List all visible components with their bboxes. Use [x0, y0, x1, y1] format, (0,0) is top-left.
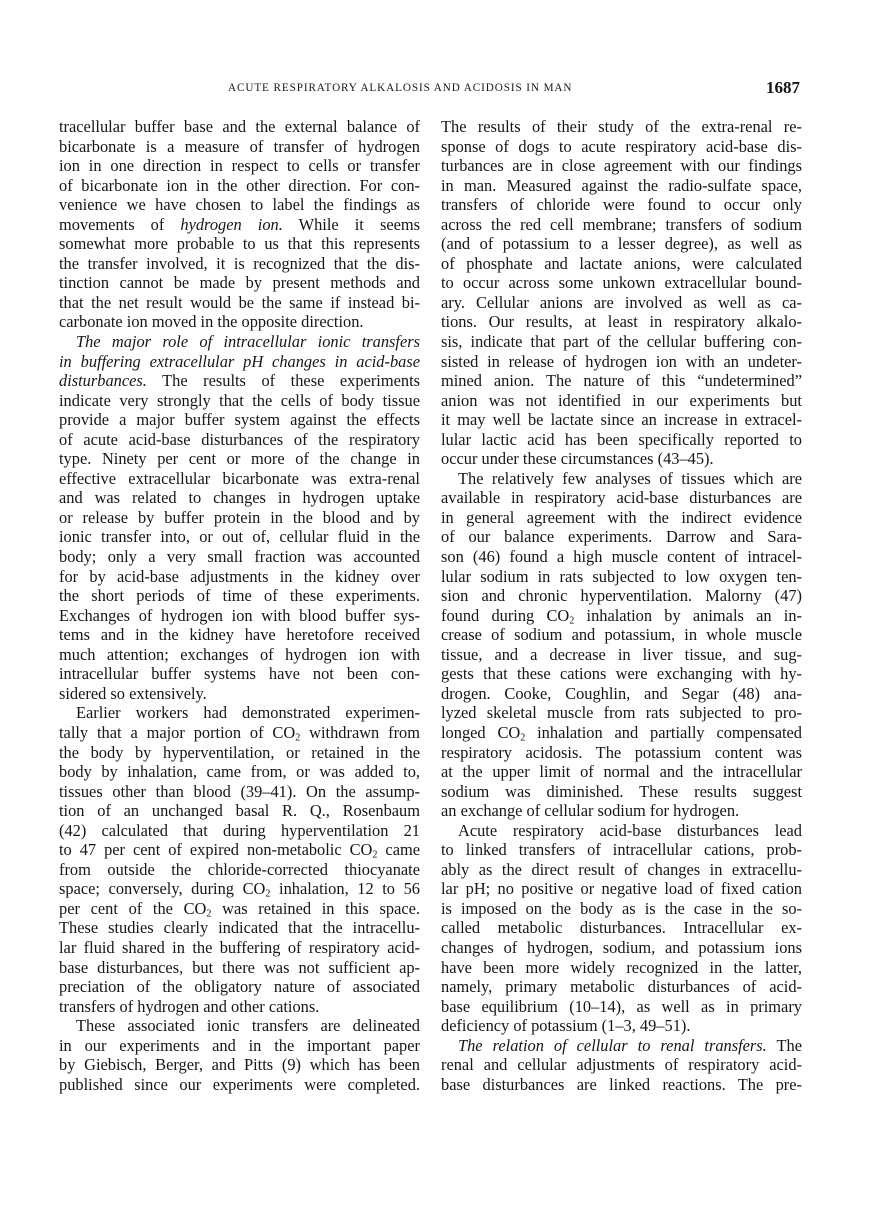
text-line: effective extracellular bicarbonate was extra-renal: [59, 468, 420, 488]
text-line: sponse of dogs to acute respiratory acid-base dis-: [441, 136, 802, 156]
text-line: lular lactic acid has been specifically reported to: [441, 429, 802, 449]
text-line: body; only a very small fraction was accounted: [59, 547, 420, 567]
text-line: sion and chronic hyperventilation. Malorny (47): [441, 586, 802, 606]
text-line: tions. Our results, at least in respiratory alkalo-: [441, 312, 802, 332]
text-line: (42) calculated that during hyperventilation 21: [59, 820, 420, 840]
text-line: bicarbonate is a measure of transfer of hydrogen: [59, 136, 420, 156]
text-line: in man. Measured against the radio-sulfate space,: [441, 175, 802, 195]
text-line: ion in one direction in respect to cells or transfer: [59, 156, 420, 176]
text-line: (and of potassium to a lesser degree), as well as: [441, 234, 802, 254]
text-line: venience we have chosen to label the findings as: [59, 195, 420, 215]
text-line: published since our experiments were completed.: [59, 1074, 420, 1094]
text-line: gests that these cations were exchanging with hy-: [441, 664, 802, 684]
text-line: [59, 352, 420, 372]
text-line: carbonate ion moved in the opposite direction.: [59, 312, 364, 332]
text-line: for by acid-base adjustments in the kidney over: [59, 566, 420, 586]
subscript: 2: [569, 615, 575, 627]
text-line: namely, primary metabolic disturbances of acid-: [441, 977, 802, 997]
text-line: tissues other than blood (39–41). On the assump-: [59, 781, 420, 801]
text-line: renal and cellular adjustments of respiratory acid-: [441, 1055, 802, 1075]
text-line: ably as the direct result of changes in extracellu-: [441, 859, 802, 879]
text-line: occur under these circumstances (43–45).: [441, 449, 714, 469]
text-line: The relation of cellular to renal transfers. The: [458, 1035, 802, 1055]
text-line: available in respiratory acid-base disturbances are: [441, 488, 802, 508]
text-line: of bicarbonate ion in the other direction. For con-: [59, 175, 420, 195]
text-line: tally that a major portion of $CO_2$ withdrawn from: [59, 722, 420, 744]
text-line: to linked transfers of intracellular cations, prob-: [441, 840, 802, 860]
text-line: base disturbances are linked reactions. The pre-: [441, 1074, 802, 1094]
text-line: space; conversely, during $CO_2$ inhalation, 12 to 56: [59, 879, 420, 900]
text-line: tinction cannot be made by present methods and: [59, 273, 420, 293]
text-line: base equilibrium (10–14), as well as in primary: [441, 996, 802, 1016]
text-line: Acute respiratory acid-base disturbances lead: [458, 820, 802, 840]
text-line: base disturbances, but there was not sufficient ap-: [59, 957, 420, 977]
text-line: at the upper limit of normal and the intracellular: [441, 762, 802, 782]
text-line: crease of sodium and potassium, in whole muscle: [441, 625, 802, 645]
text-line: is imposed on the body as is the case in the so-: [441, 898, 802, 918]
text-line: to occur across some unkown extracellular bound-: [441, 273, 802, 293]
text-line: transfers of chloride were found to occur only: [441, 195, 802, 215]
running-title: ACUTE RESPIRATORY ALKALOSIS AND ACIDOSIS IN MAN: [228, 82, 573, 94]
text-line: mined anion. The nature of this “undetermined”: [441, 371, 802, 391]
text-line: drogen. Cooke, Coughlin, and Segar (48) ana-: [441, 683, 802, 703]
text-line: preciation of the obligatory nature of associated: [59, 977, 420, 997]
right-column: [441, 117, 802, 1094]
text-line: somewhat more probable to us that this represents: [59, 234, 420, 254]
text-line: lar fluid shared in the buffering of respiratory acid-: [59, 937, 420, 957]
text-line: Exchanges of hydrogen ion with blood buffer sys-: [59, 605, 420, 625]
text-line: indicate very strongly that the cells of body tissue: [59, 390, 420, 410]
text-line: tion of an unchanged basal R. Q., Rosenbaum: [59, 801, 420, 821]
running-head: [0, 78, 890, 102]
text-line: the short periods of time of these experiments.: [59, 586, 420, 606]
text-line: have been more widely recognized in the latter,: [441, 957, 802, 977]
text-line: of phosphate and lactate anions, were calculated: [441, 253, 802, 273]
text-line: ionic transfer into, or out of, cellular fluid in the: [59, 527, 420, 547]
text-line: lyzed skeletal muscle from rats subjected to pro-: [441, 703, 802, 723]
subscript: 2: [265, 888, 271, 900]
text-line: called metabolic disturbances. Intracellular ex-: [441, 918, 802, 938]
text-line: lular sodium in rats subjected to low oxygen ten-: [441, 566, 802, 586]
text-line: disturbances. The results of these experiments: [59, 371, 420, 391]
text-line: movements of hydrogen ion. While it seems: [59, 214, 420, 234]
text-line: sis, indicate that part of the cellular buffering con-: [441, 332, 802, 352]
text-line: across the red cell membrane; transfers of sodium: [441, 214, 802, 234]
text-line: son (46) found a high muscle content of intracel-: [441, 547, 802, 567]
text-line: the body by hyperventilation, or retained in the: [59, 742, 420, 762]
page-number: 1687: [766, 78, 800, 97]
text-line: of acute acid-base disturbances of the respiratory: [59, 429, 420, 449]
text-line: type. Ninety per cent or more of the change in: [59, 449, 420, 469]
text-line: turbances are in close agreement with our findings: [441, 156, 802, 176]
text-line: These studies clearly indicated that the intracellu-: [59, 918, 420, 938]
text-line: from outside the chloride-corrected thiocyanate: [59, 859, 420, 879]
text-line: that the net result would be the same if instead bi-: [59, 292, 420, 312]
text-line: anion was not identified in our experiments but: [441, 390, 802, 410]
text-line: sisted in release of hydrogen ion with an undeter-: [441, 351, 802, 371]
text-line: The results of their study of the extra-renal re-: [441, 117, 802, 136]
text-line: or release by buffer protein in the blood and by: [59, 507, 420, 527]
text-line: it may well be lactate since an increase in extracel-: [441, 410, 802, 430]
text-line: longed $CO_2$ inhalation and partially compensated: [441, 722, 803, 744]
text-line: much attention; exchanges of hydrogen ion with: [59, 644, 420, 664]
text-line: intracellular buffer systems have not been con-: [59, 664, 420, 684]
text-line: provide a major buffer system against the effects: [59, 410, 420, 430]
text-line: in our experiments and in the important paper: [59, 1035, 420, 1055]
text-line: and was related to changes in hydrogen uptake: [59, 488, 420, 508]
subscript: 2: [295, 732, 301, 744]
text-line: These associated ionic transfers are delineated: [76, 1016, 420, 1036]
text-line: to 47 per cent of expired non-metabolic $CO_2$ came: [59, 840, 421, 861]
text-line: the transfer involved, it is recognized that the dis-: [59, 253, 420, 273]
left-column: [59, 117, 420, 1094]
italic-heading: The major role of intracellular ionic transfers: [76, 332, 420, 352]
italic-heading: hydrogen ion.: [180, 214, 283, 234]
italic-heading: disturbances.: [59, 371, 147, 391]
text-line: [59, 332, 420, 352]
italic-heading: The relation of cellular to renal transfers.: [458, 1035, 767, 1055]
text-line: sidered so extensively.: [59, 683, 207, 703]
text-line: tems and in the kidney have heretofore received: [59, 625, 420, 645]
subscript: 2: [206, 908, 212, 920]
text-line: per cent of the $CO_2$ was retained in this space.: [59, 898, 420, 920]
subscript: 2: [372, 849, 378, 861]
text-line: body by inhalation, came from, or was added to,: [59, 762, 420, 782]
text-line: in general agreement with the indirect evidence: [441, 507, 802, 527]
text-line: The relatively few analyses of tissues which are: [458, 468, 802, 488]
text-line: sodium was diminished. These results suggest: [441, 781, 802, 801]
text-line: tissue, and a decrease in liver tissue, and sug-: [441, 644, 802, 664]
subscript: 2: [520, 732, 526, 744]
text-line: found during $CO_2$ inhalation by animals an in-: [441, 605, 802, 627]
text-line: respiratory acidosis. The potassium content was: [441, 742, 802, 762]
text-line: transfers of hydrogen and other cations.: [59, 996, 320, 1016]
text-line: lar pH; no positive or negative load of fixed cation: [441, 879, 802, 899]
text-line: ary. Cellular anions are involved as well as ca-: [441, 292, 802, 312]
text-line: Earlier workers had demonstrated experimen-: [76, 703, 420, 723]
italic-heading: in buffering extracellular pH changes in acid-base: [59, 351, 420, 371]
text-line: deficiency of potassium (1–3, 49–51).: [441, 1016, 691, 1036]
text-line: of our balance experiments. Darrow and Sara-: [441, 527, 802, 547]
text-line: changes of hydrogen, sodium, and potassium ions: [441, 937, 802, 957]
text-line: tracellular buffer base and the external balance of: [59, 117, 420, 136]
text-line: an exchange of cellular sodium for hydrogen.: [441, 801, 740, 821]
text-line: by Giebisch, Berger, and Pitts (9) which has been: [59, 1055, 420, 1075]
